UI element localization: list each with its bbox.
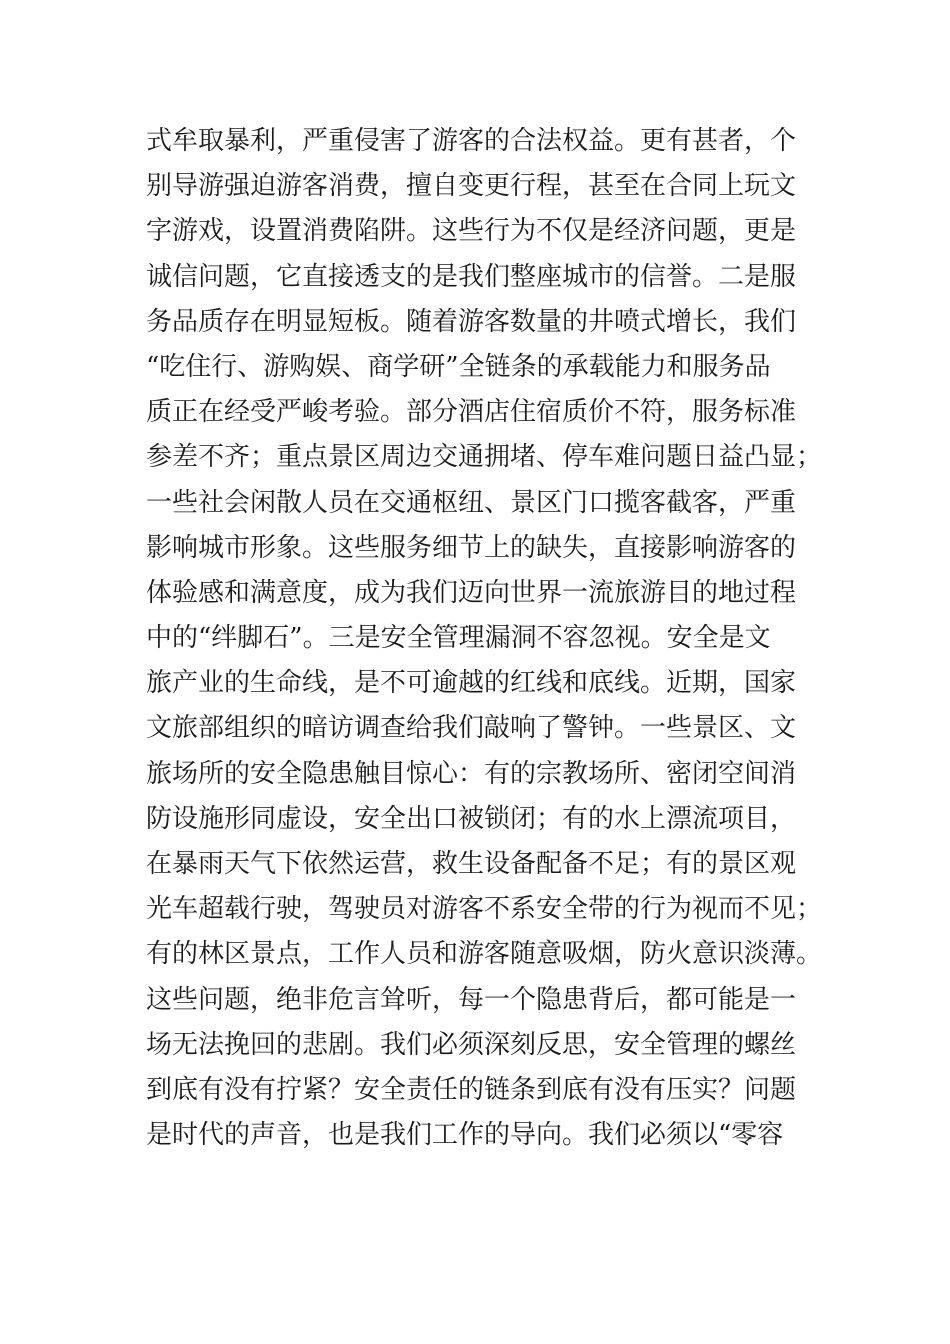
text-line: 别导游强迫游客消费，擅自变更行程，甚至在合同上玩文 [146,171,797,202]
text-line: 一些社会闲散人员在交通枢纽、景区门口揽客截客，严重 [146,487,797,518]
text-line: 质正在经受严峻考验。部分酒店住宿质价不符，服务标准 [146,397,797,428]
text-line: 中的“绊脚石”。三是安全管理漏洞不容忽视。安全是文 [146,623,771,654]
text-line: 在暴雨天气下依然运营，救生设备配备不足；有的景区观 [146,849,797,879]
text-line: 防设施形同虚设，安全出口被锁闭；有的水上漂流项目， [146,803,797,834]
text-line: 参差不齐；重点景区周边交通拥堵、停车难问题日益凸显； [146,442,823,473]
text-line: 务品质存在明显短板。随着游客数量的井喷式增长，我们 [146,306,797,337]
text-line: 字游戏，设置消费陷阱。这些行为不仅是经济问题，更是 [146,216,797,247]
text-line: 影响城市形象。这些服务细节上的缺失，直接影响游客的 [146,532,797,563]
text-line: 光车超载行驶，驾驶员对游客不系安全带的行为视而不见； [146,894,823,925]
text-line: 式牟取暴利，严重侵害了游客的合法权益。更有甚者，个 [146,126,797,156]
text-line: 场无法挽回的悲剧。我们必须深刻反思，安全管理的螺丝 [146,1029,797,1060]
text-line: 诚信问题，它直接透支的是我们整座城市的信誉。二是服 [146,261,797,292]
body-paragraph [146,119,846,1158]
text-line: 这些问题，绝非危言耸听，每一个隐患背后，都可能是一 [146,984,797,1015]
text-line: 是时代的声音，也是我们工作的导向。我们必须以“零容 [146,1120,784,1151]
text-line: “吃住行、游购娱、商学研”全链条的承载能力和服务品 [146,351,771,382]
text-line: 旅场所的安全隐患触目惊心：有的宗教场所、密闭空间消 [146,758,797,789]
text-line: 有的林区景点，工作人员和游客随意吸烟，防火意识淡薄。 [146,939,823,970]
text-line: 体验感和满意度，成为我们迈向世界一流旅游目的地过程 [146,577,797,608]
text-line: 文旅部组织的暗访调查给我们敲响了警钟。一些景区、文 [146,713,797,744]
text-line: 旅产业的生命线，是不可逾越的红线和底线。近期，国家 [146,668,797,699]
text-line: 到底有没有拧紧？安全责任的链条到底有没有压实？问题 [146,1074,797,1105]
